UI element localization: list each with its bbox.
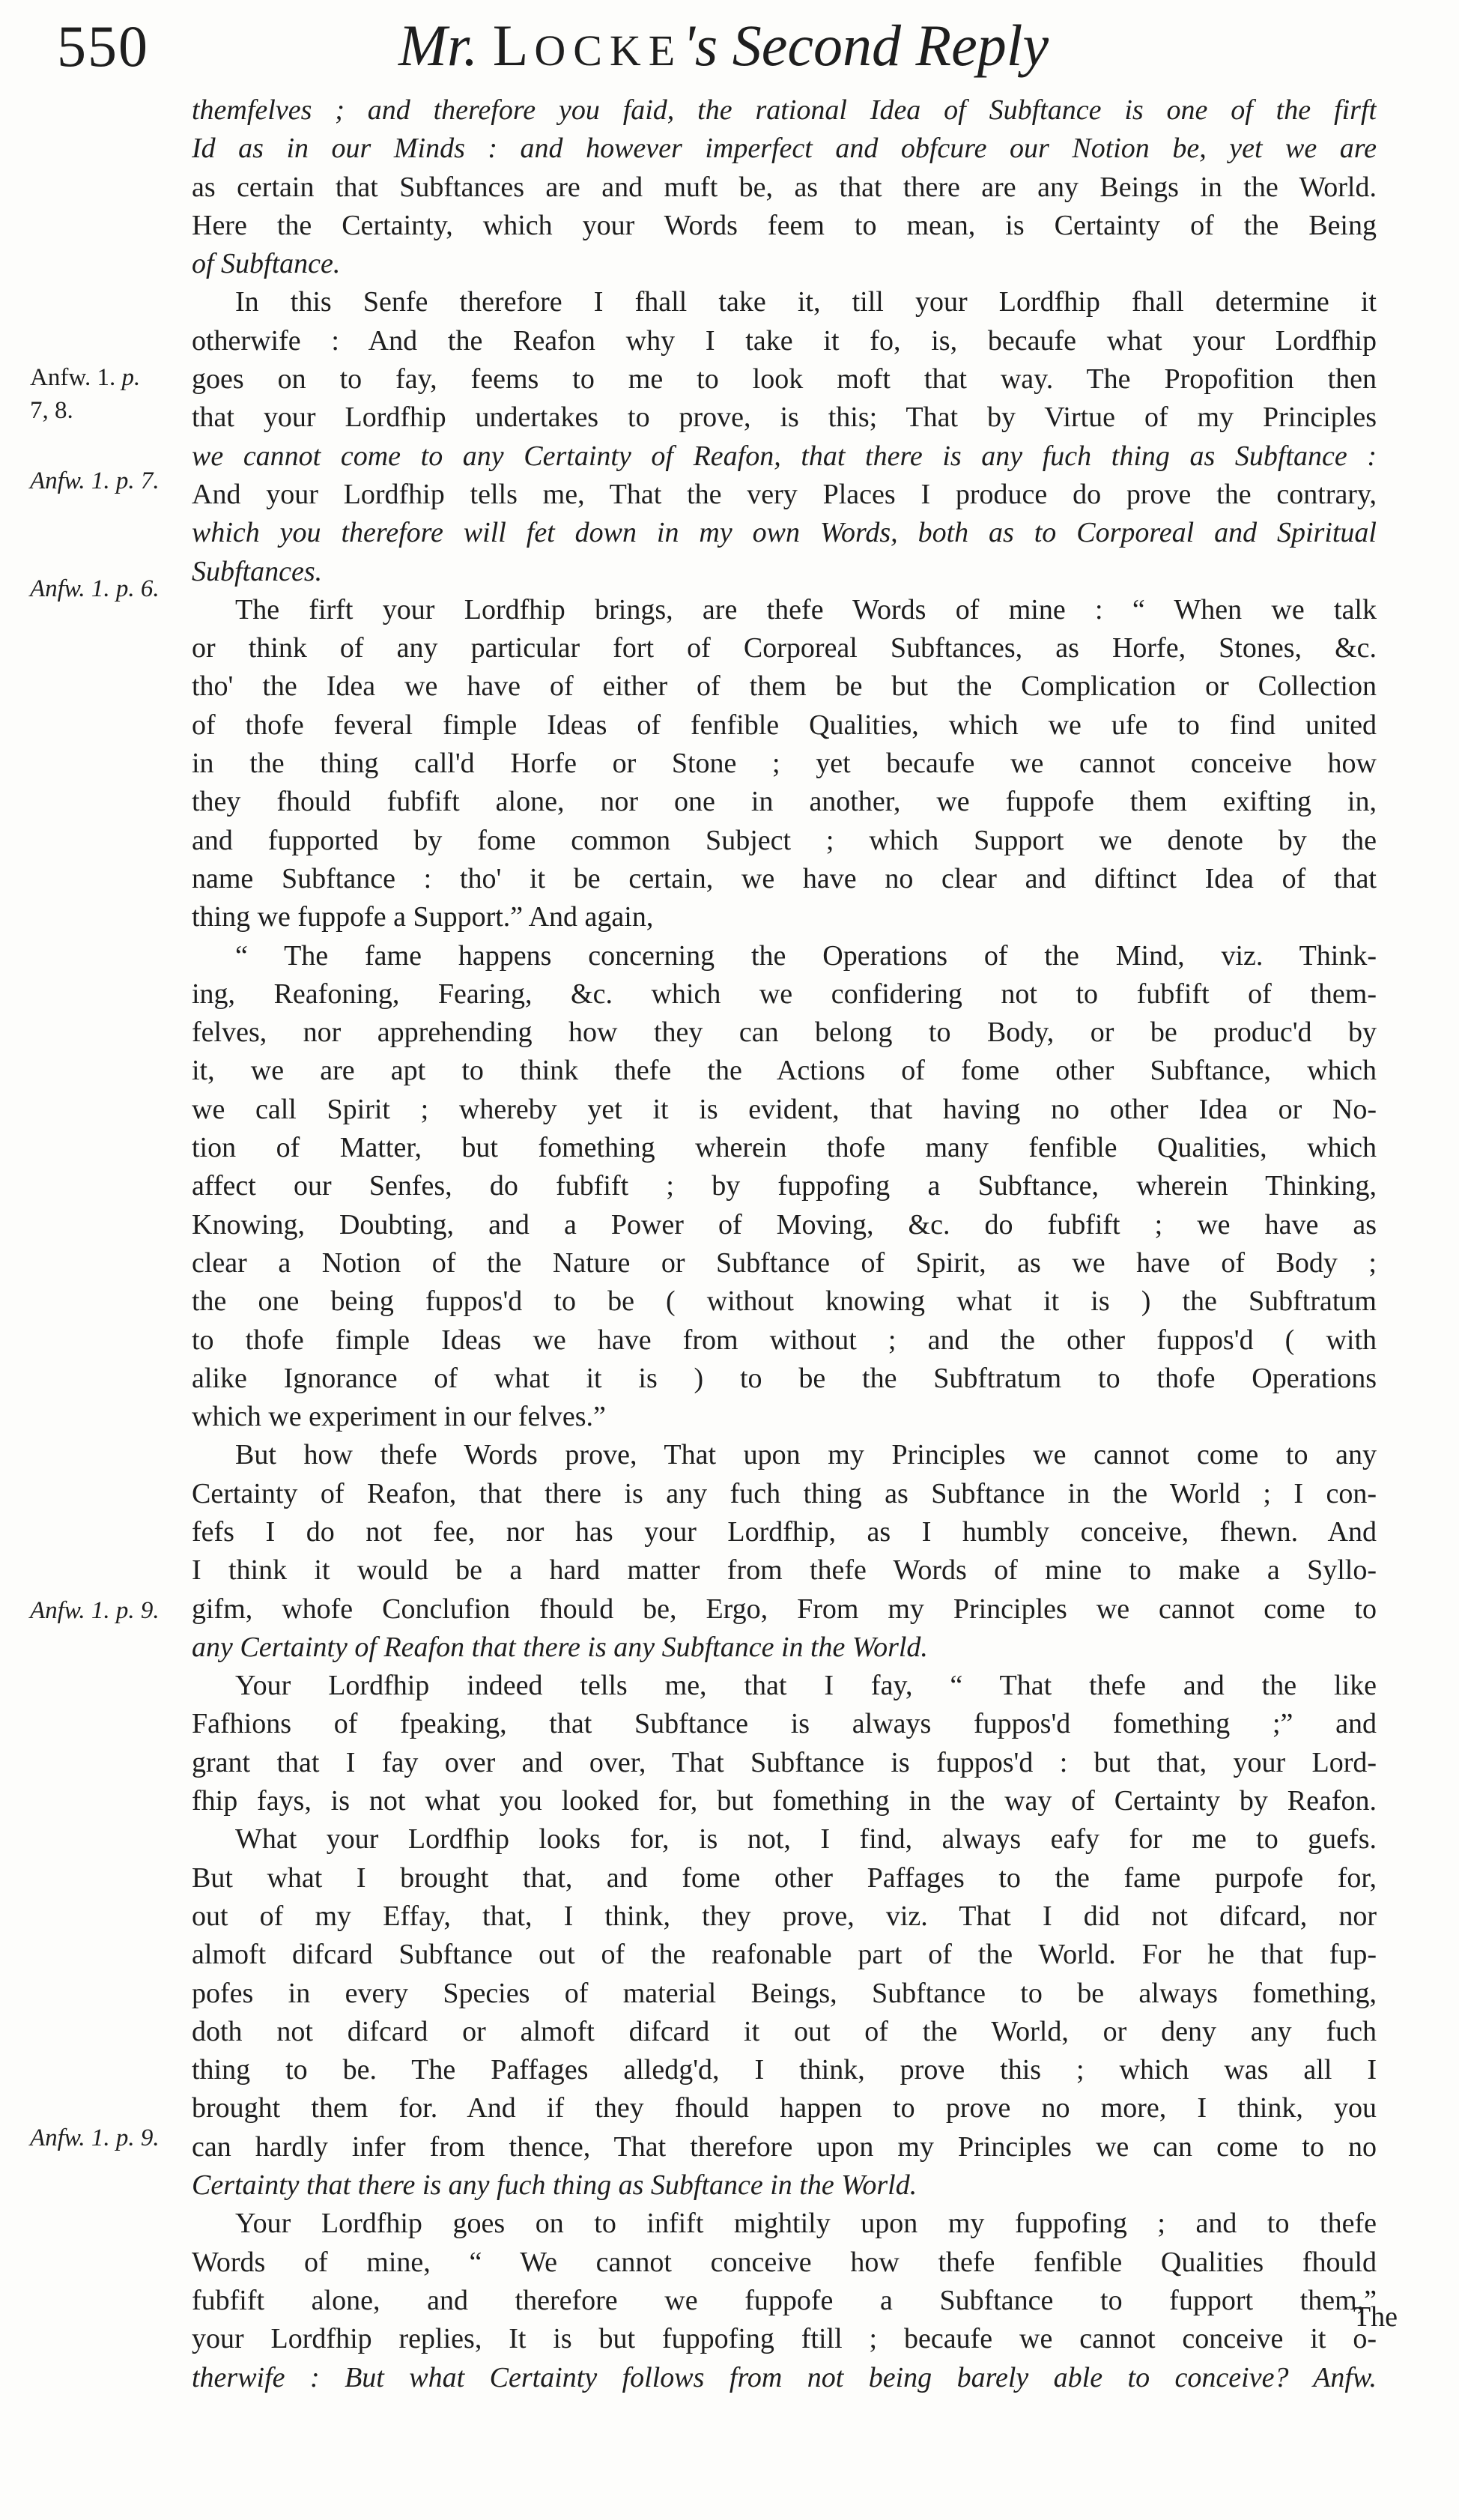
text-line: Id as in our Minds : and however imperfect and obfcure our Notion be, yet we are — [192, 133, 1377, 165]
quoted-line: clear a Notion of the Nature or Subftance of Spirit, as we have of Body ; — [192, 1247, 1377, 1279]
text-line: as certain that Subftances are and muft be, as that there are any Beings in the World. — [192, 171, 1377, 203]
text-line: which you therefore will fet down in my own Words, both as to Corporeal and Spiritual — [192, 517, 1377, 549]
text-line: Your Lordfhip goes on to infift mightily upon my fuppofing ; and to thefe — [235, 2208, 1377, 2240]
text-line: fubfift alone, and therefore we fuppofe a Subftance to fupport them,” — [192, 2284, 1377, 2316]
text-line: But what I brought that, and fome other Paffages to the fame purpofe for, — [192, 1862, 1377, 1894]
running-head-prefix: Mr. — [398, 13, 479, 78]
text-line: And your Lordfhip tells me, That the very Places I produce do prove the contrary, — [192, 478, 1377, 510]
quoted-line: “ The fame happens concerning the Operations of the Mind, viz. Think- — [235, 939, 1377, 972]
text-line: Fafhions of fpeaking, that Subftance is always fuppos'd fomething ;” and — [192, 1708, 1377, 1740]
text-line: of Subftance. — [192, 248, 341, 280]
text-line: your Lordfhip replies, It is but fuppofing ftill ; becaufe we cannot conceive it o- — [192, 2323, 1377, 2355]
text-line: can hardly infer from thence, That therefore upon my Principles we can come to no — [192, 2130, 1377, 2163]
text-line: any Certainty of Reafon that there is any Subftance in the World. — [192, 1631, 928, 1663]
text-line: goes on to fay, feems to me to look moft that way. The Propofition then — [192, 363, 1377, 396]
text-line: doth not difcard or almoft difcard it out of the World, or deny any fuch — [192, 2015, 1377, 2047]
text-line: grant that I fay over and over, That Subftance is fuppos'd : but that, your Lord- — [192, 1746, 1377, 1778]
text-line: pofes in every Species of material Beings, Subftance to be always fomething, — [192, 1977, 1377, 2009]
quoted-line: it, we are apt to think thefe the Actions of fome other Subftance, which — [192, 1055, 1377, 1087]
quoted-line: felves, nor apprehending how they can belong to Body, or be produc'd by — [192, 1017, 1377, 1049]
quoted-line: Knowing, Doubting, and a Power of Moving, &c. do fubfift ; we have as — [192, 1208, 1377, 1241]
quoted-line: thing we fuppofe a Support.” And again, — [192, 901, 654, 933]
text-line: we cannot come to any Certainty of Reafon, that there is any fuch thing as Subftance : — [192, 440, 1377, 472]
running-head-author-rest: OCKE — [534, 26, 683, 75]
text-line: But how thefe Words prove, That upon my Principles we cannot come to any — [235, 1439, 1377, 1471]
quoted-line: alike Ignorance of what it is ) to be the Subftratum to thofe Operations — [192, 1362, 1377, 1394]
quoted-line: affect our Senfes, do fubfift ; by fuppofing a Subftance, wherein Thinking, — [192, 1170, 1377, 1202]
text-line: that your Lordfhip undertakes to prove, is this; That by Virtue of my Principles — [192, 402, 1377, 434]
quoted-line: which we experiment in our felves.” — [192, 1401, 606, 1433]
quoted-line: ing, Reafoning, Fearing, &c. which we confidering not to fubfift of them- — [192, 978, 1377, 1010]
quoted-line: and fupported by fome common Subject ; which Support we denote by the — [192, 824, 1377, 856]
text-line: thing to be. The Paffages alledg'd, I think, prove this ; which was all I — [192, 2054, 1377, 2086]
margin-note: 7, 8. — [30, 397, 73, 424]
text-line: What your Lordfhip looks for, is not, I find, always eafy for me to guefs. — [235, 1823, 1377, 1856]
running-head — [398, 4, 1049, 92]
running-head-author-initial: L — [492, 13, 535, 78]
text-line: Your Lordfhip indeed tells me, that I fay, “ That thefe and the like — [235, 1670, 1377, 1702]
quoted-line: name Subftance : tho' it be certain, we have no clear and diftinct Idea of that — [192, 862, 1377, 894]
quoted-line: the one being fuppos'd to be ( without knowing what it is ) the Subftratum — [192, 1285, 1377, 1318]
margin-note: Anfw. 1. p. 6. — [30, 575, 160, 602]
body-text — [192, 91, 1377, 2397]
text-line: Certainty that there is any fuch thing as Subftance in the World. — [192, 2169, 917, 2202]
text-line: I think it would be a hard matter from thefe Words of mine to make a Syllo- — [192, 1554, 1377, 1587]
text-line: fefs I do not fee, nor has your Lordfhip, as I humbly conceive, fhewn. And — [192, 1515, 1377, 1548]
margin-note: Anfw. 1. p. 9. — [30, 2124, 160, 2151]
quoted-line: of thofe feveral fimple Ideas of fenfible Qualities, which we ufe to find united — [192, 709, 1377, 741]
text-line: fhip fays, is not what you looked for, but fomething in the way of Certainty by Reafon. — [192, 1785, 1377, 1817]
quoted-line: to thofe fimple Ideas we have from without ; and the other fuppos'd ( with — [192, 1324, 1377, 1356]
quoted-line: in the thing call'd Horfe or Stone ; yet becaufe we cannot conceive how — [192, 748, 1377, 780]
margin-note: Anfw. 1. p. — [30, 364, 141, 391]
catchword: The — [1353, 2301, 1398, 2333]
quoted-line: tho' the Idea we have of either of them be but the Complication or Collection — [192, 670, 1377, 703]
running-head-suffix: 's Second Reply — [682, 13, 1049, 78]
quoted-line: tion of Matter, but fomething wherein thofe many fenfible Qualities, which — [192, 1132, 1377, 1164]
text-line: gifm, whofe Conclufion fhould be, Ergo, From my Principles we cannot come to — [192, 1593, 1377, 1625]
quoted-line: or think of any particular fort of Corporeal Subftances, as Horfe, Stones, &c. — [192, 632, 1377, 664]
text-line: The firft your Lordfhip brings, are thefe Words of mine : “ When we talk — [235, 593, 1377, 626]
margin-note: Anfw. 1. p. 7. — [30, 467, 160, 494]
page-number: 550 — [57, 13, 149, 79]
text-line: themfelves ; and therefore you faid, the rational Idea of Subftance is one of the firft — [192, 94, 1377, 126]
text-line: Words of mine, “ We cannot conceive how thefe fenfible Qualities fhould — [192, 2246, 1377, 2278]
quoted-line: we call Spirit ; whereby yet it is evident, that having no other Idea or No- — [192, 1093, 1377, 1125]
text-line: Here the Certainty, which your Words feem to mean, is Certainty of the Being — [192, 209, 1377, 241]
text-line: almoft difcard Subftance out of the reafonable part of the World. For he that fup- — [192, 1939, 1377, 1971]
text-line: In this Senfe therefore I fhall take it, till your Lordfhip fhall determine it — [235, 286, 1377, 318]
margin-note: Anfw. 1. p. 9. — [30, 1597, 160, 1624]
text-line: out of my Effay, that, I think, they prove, viz. That I did not difcard, nor — [192, 1900, 1377, 1932]
text-line: otherwife : And the Reafon why I take it fo, is, becaufe what your Lordfhip — [192, 324, 1377, 357]
text-line: therwife : But what Certainty follows from not being barely able to conceive? Anfw. — [192, 2361, 1377, 2393]
quoted-line: they fhould fubfift alone, nor one in another, we fuppofe them exifting in, — [192, 786, 1377, 818]
text-line: Subftances. — [192, 555, 323, 587]
text-line: brought them for. And if they fhould happen to prove no more, I think, you — [192, 2092, 1377, 2124]
text-line: Certainty of Reafon, that there is any fuch thing as Subftance in the World ; I con- — [192, 1477, 1377, 1509]
